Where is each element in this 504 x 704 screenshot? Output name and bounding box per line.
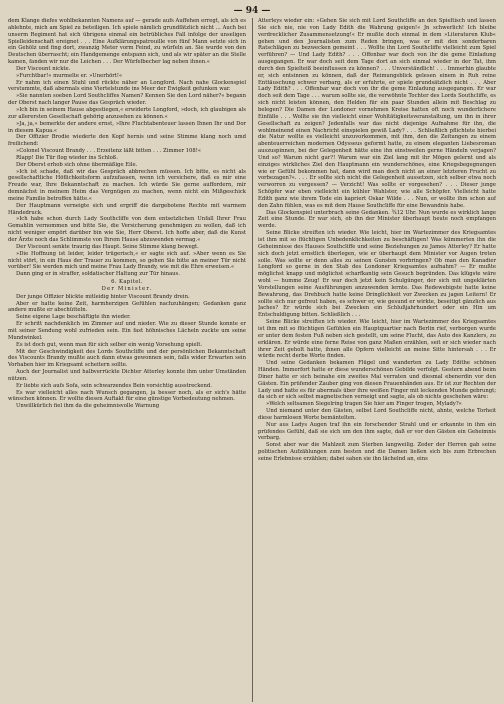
paragraph: Seine Blicke streiften ich wieder. Wie leicht, hier im Wartezimmer des Kriegsamtes ist ihm mit so flüchtigen Gefühlen ein Hauptquartier nach Berlin rief, verborgen wurde er unter dem festen Fuß neben sich gestellt, um seine Flucht, das Auto des Kanzlers, zu erklären. Er würde eine ferne Reise von ganz Maßen erzählen, seit er sich wieder nach ihrer Zeit geholt hatte, ihnen alle Opfern vielleicht an meine Sitte hintersah . . . Er würde recht derbe Worte finden. [258,319,496,360]
paragraph: »Ich bin in seinem Hause abgestiegen,« erwiderte Longford, »doch, ich glaubigen als zur allerersten Gesellschaft gehörig anzusehen zu können.« [8,106,246,120]
paragraph: dem Klange diefes wohlbekannten Namens auf — gerade aufs Auffehen erregt, als ich es ablehnte, mich am Spiel zu beteiligen. Ich spiele nämlich grundfätzlich nicht ... Auch bei unserm Regiment hat sich übrigens einmal ein betrübliches Fall infolge der unseligen Spielleidenschaft ereignet . . . Eine Aufklärungspatrouille von fünf Mann setzte sich in ein Gehölz und fing dort, zwanzig Meter vorm Feind, zu würfeln an. Sie wurde von den Deutschen überrascht; ein Handgemenge entspann sich, und als wir später an die Stelle kamen, fanden wir nur die Leichen . . . Der Würfelbecher lag neben ihnen.« [8,18,246,66]
page-number: — 94 — [233,6,271,16]
paragraph: Der Viscount senkte traurig das Haupt. Seine Stimme klang bewegt. [16,243,199,250]
paragraph: Er nahm ich einen Stuhl und rückte näher an Longford. Nach nahe Glockenspiel verstummte, daß abermals eine Viertelstunde ins Meer der Ewigkeit gefunken war. [8,79,246,93]
paragraph: Rlapp! Die Tür flog wieder ins Schloß. [16,154,118,161]
paragraph: Auch der Journalist und halbverrückte Dichter Atterley konnte ihm unter Umständen nützen. [8,369,246,382]
chapter-heading: 6. Kapitel. [111,279,143,286]
paragraph: Der Viscount nickte. [16,65,71,72]
chapter-title: Der Minister. [101,285,153,292]
paragraph: »Colonel Viscount Brandy . . . Erzeitenz läßt bitten . . . Zimmer 108!« [16,148,202,155]
paragraph: Sonst aber war die Mahlzeit zum Sterben langweilig. Zeder der Herren gab seine politischen Aufzählungen zum besten und die Damen ließen sich bis zum Erbrechen seine Erlebnisse erzählen; dabei sahen sie ihn lächelnd an, eins [258,442,496,462]
right-column [258,18,496,702]
paragraph: »Welch seltsamen Siegelring tragen Sie hier am Finger trogen, Mylady?« [266,401,462,408]
paragraph: »Ich ist schade, daß wir das Gespräch abbrechen müssen. Ich bitte, es nicht als gesellschaftliche Höflichkeitsform aufzufassen, wenn ich versichere, daß es mir eine Freude war, Ihre Bekanntschaft zu machen. Ich würde Sie gerne auffordern, mir demnächst in meinem Heim das Vergnügen zu machen, wenn nicht ein Mißgeschick meine Familie betroffen hätte.« [8,168,246,202]
paragraph: Unwillkürlich fiel ihm da die geheimnisvolle Warnung [16,403,160,410]
paragraph: Er schritt nachdenklich im Zimmer auf und nieder. Wie zu dieser Stunde konnte er mit seiner Sendung wohl zufrieden sein. Ein fast höhnisches Lächeln zuckte um seine Mundwinkel. [8,321,246,341]
paragraph: Der Hauptmann verneigte sich und ergriff die dargebotene Rechte mit warmem Händedruck. [8,202,246,216]
paragraph: Der junge Offizier blickte mitleidig hinter Viscount Brandy drein. [16,293,190,300]
paragraph: Aber er hatte keine Zeit, harmherzigen Gefühlen nachzuhängen; Gedanken ganz andere mußte er abschütteln. [8,300,246,314]
left-column [8,18,246,702]
paragraph: Und seine Gedanken bekamen Flügel und wanderten zu Lady Edithe schönen Händen. Immerfort hatte er diese wunderschönen Gebilde verfolgt. Gestern abend beim Diner hatte er sich beinahe ein zweites Mal verraten und diesmal ebenerdin vor den Gästen. Ein prüfender Zauber ging von diesen Frauenhänden aus. Er ist zur Rechten der Lady und hatte es für abermals über ihre weißen Finger mit leckenden Munde gebrungt; da sich er sich selbst magnetischen verneigt und sagte, als ob nichts geschehen wäre: [258,360,496,401]
paragraph: Dann ging er in straffer, soldatischer Haltung zur Tür hinaus. [16,271,180,278]
paragraph: »Die Hoffnung ist leider, leider trügerisch,« er sagte sich auf. »Aber wenn es Sie nicht stört, in ein Haus der Trauer zu kommen, so gehen Sie bitte an meiner Tür nicht vorüber! Sie werden mich und meine Frau Lady Brandy, wie mit die Ehre erweisen.« [8,250,246,271]
paragraph: »Ja, ja,« bemerkte der andere ernst, »Ihre Fluchtabenteuer lassen Ihnen Ihr und Dor in diesem Kapua.« [8,120,246,134]
paragraph: Seine eigene Lage beschäftigte ihn wieder. [16,314,131,321]
paragraph: »Ich habe schon durch Lady Southcliffe von dem entsetzlichen Unfall Ihrer Frau Gemahlin vernommen und bitte Sie, die Versicherung genehmigen zu wollen, daß ich nicht weniger empört darüber bin wie Sie, Herr Oberst. Ich hoffe aber, daß die Kunst der Ärzte noch das Schlimmste von Ihrem Hause abzuwenden vermag.« [8,216,246,243]
paragraph: Der Oberst erhob sich ohne übermäßige Eile. [16,161,138,168]
paragraph: Mit der Geschwindigkeit des Lords Southcliffe und der persönlichen Bekanntschaft des Viscounts Brandy mußte auch dann etwas gewonnen sein, falls wider Erwarten sein Vorhaben hier im Kriegsamt scheitern sollte. [8,348,246,369]
paragraph: Es war vielleicht alles nach Wunsch gegangen, ja besser noch, als er sich's hätte wünschen können. Er wollte diesen Auftakt für eine günstige Vorbedeutung nehmen. [8,389,246,403]
text-columns [8,18,496,702]
paragraph: Und niemand unter den Gästen, selbst Lord Southcliffe nicht, ahnte, welche Torheit diese harmlosen Worte bemäntelten. [258,408,496,421]
paragraph: Das Glockenspiel unterbrach seine Gedanken. ¾12 Uhr. Nun wurde es wirklich lange Zeit eine Stunde. Er war sich, ob ihn der Minister überhaupt heute noch empfangen werde. [258,209,496,230]
paragraph: Nur aus Ladys Augen traf ihn ein forschender Strahl und er erkannte in ihm ein prüfendes Gefühl, daß sie sich um den ihm sagte, daß er vor den Gästen ein Geheimnis verbarg. [258,421,496,442]
paragraph: »Furchtbar!« murmelte er. »Unerhört!« [16,72,123,79]
paragraph: Seine Blicke streiften ich wieder. Wie leicht, hier im Wartezimmer des Kriegsamtes ist ihm mit so flüchtigen Unbedenklichkeiten zu beschäftigen! Was kümmerten ihn die Geheimnisse des Hauses Southcliffe und seine Beziehungen zu James Atterley? Er hatte sich doch jetzt ernstlich überlegen, wie er überhaupt dem Minister vor Augen treten solle. Was sollte er denn alles zu seinen Gunsten vorbringen? Ob man den Kanadier Longford so gerne in den Stab des Londoner Kriegsamtes aufnahm? — Er mußte möglichst knapp und möglichst scharfkantig sein Gesuch begründen. Das klügste wäre wohl — humme Zeug! Er war doch jetzt kein Schulgünger, der sich mit ungeklärten Vorstellungen seine Ausführungen anzuwenden lernte. Das Redewebigste hatte keine Bewahrung, das Drehbuch hatte keine Dringlichkeit vor Zwecken zu jagen Leitern! Er sollte sich nur gefreut haben, es schwer er, wie gesund er wirkte, beseitigt gänzlich aus Jaches? Er würde sich bei Zwecken ein Schlußjahrhundert oder ein Hin um Entschuldigung bitten. Schließlich . . . [258,230,496,319]
paragraph: Der Offizier Brodie wiederte den Kopf hernis und seine Stimme klang noch umd freilichend: [8,134,246,148]
paragraph: Er liebte sich aufs Sofa, sein schwarzendes Bein vorsichtig ausstreckend. [16,382,212,389]
column-divider [252,18,253,702]
paragraph: »Sie nannten soeben Lord Southcliffes Namen? Kennen Sie den Lord näher?« begann der Oberst nach langer Pause das Gespräch wieder. [8,93,246,107]
paragraph: Atterleys wieder ein: »Gehen Sie sich mit Lord Southcliffe an den Spieltisch und lassen Sie sich nie, nie von Lady Edith die Wahrung geigen!« Jn schwerlich! Ich bleibe verdrecklicher Zusammensetzung!« Er mußte doch einmal in dem »Literaturen Klub« gehen und den Journalisten zum Reden bringen, was er mit den sonderbaren Ratschlägen zu bezwecken gemeint . . . Wollte ihn Lord Southcliffe vielleicht zum Spiel verführen? — Und Lady Edith? . . . Offenbar war doch von ihr die geme Einladung ausgegangen. Er war doch seit dem Tage dort an sich einmal wieder in der Tat, ihm durch den Spielteiß beeinflussen zu können? . . . Unverständlich! . . . Immerhin glaubte er, sich entsinnen zu können, daß der Reimungsblick gelesen einem in Ruh reine Enttäuschung schwer verbarg, als er erfuhrte, er spiele grundsätzlich nicht . . . Aber Lady Edith? . . . Offenbar war doch von ihr die geme Einladung ausgegangen. Er war doch seit dem Tage . . . warum sollte sie, die verwöhnte Tochter des Lords Southcliffe, es sich nicht leisten können, den Helden für ein paar Stunden allein mit Beschlag zu belegen? Die Damen der Londoner vornehmen Kreise hatten oft noch wunderlichere Einfälle . . . Wollte sie ihn vielleicht einer Wohltätigkeitsveranstaltung, um ihn in ihrer Gesellschaft zu zeigen? Jedenfalls war das nicht diejenige Aufnahme für ihn, die wohlmeinend einen Nachricht einspielen gewiß Lady? . . . Schließlich pflichtete hierbei die Natur wollte es vielleicht unzuvorkommen, mit ihm, den die Zeitungen zu einem abenteuerreichen modernen Odysseus geformt hatte, zu einem eleganten Liebesroman auszuspinnen, bei der Gelegenheit hätte eine ihn einstweilen gerne Händeln verjagen? Und so? Warum nicht gar?! Warum war ein Ziel lang mit ihr Mögen gelernt und als einziges wirkliches Ziel den Hauptmann ein wunderschönes, eine Kriegsbegegnungen wie er Gefühl bekommen hat, dann wird man doch nicht an einer letzteren Frucht zu vorbezagen?«. . . . Er sollte sich nicht die Gelegenheit aussetzen, sich selber etwa noch verworren zu vergessen? — Verzicht! Was sollte er vorgesehen? . . . Dieser junge Schöpfer war eben vielleicht ein kühler Wahlster, wie alle Schöpfer. Vielleicht hatte Edith ganz wie ihrem Tode ein kapriert Oskar Wilde . . . Nun, er wollte ihm schon auf den Zahn fühlen, was es mit dem Hause Southcliffe für eine Bewandnis habe. [258,18,496,209]
paragraph: Es ist doch gut, wenn man für sich selber ein wenig Vorsehung spielt. [16,341,203,348]
